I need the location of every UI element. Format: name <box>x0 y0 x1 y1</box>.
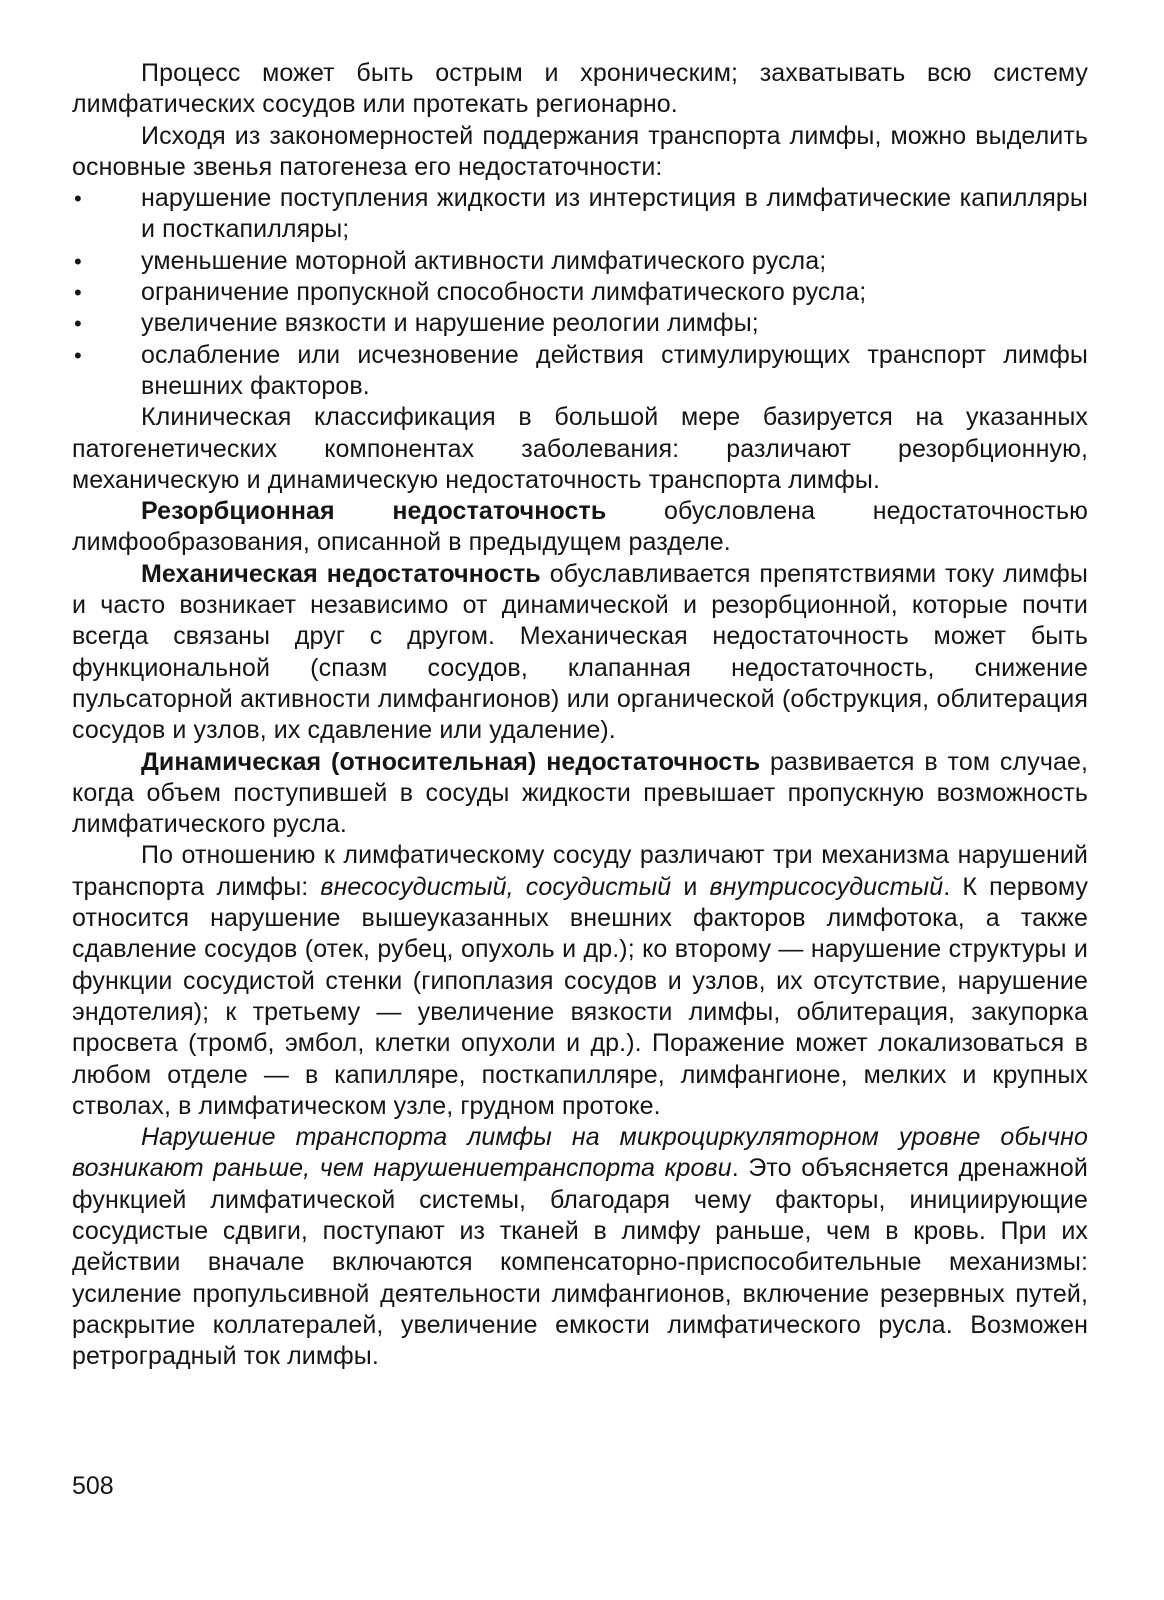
bullet-icon: • <box>74 280 82 306</box>
paragraph-dynamic <box>72 747 1088 841</box>
list-item-text: уменьшение моторной активности лимфатического русла; <box>141 246 827 275</box>
page-number: 508 <box>72 1472 114 1500</box>
list-item <box>72 277 1088 308</box>
pathogenesis-list <box>72 183 1088 402</box>
paragraph: Клиническая классификация в большой мере базируется на указанных патогенетических компонентах заболевания: различают резорбционную, механическую и динамическую недостаточность транспорта лимфы. <box>72 403 1088 494</box>
paragraph: Исходя из закономерностей поддержания транспорта лимфы, можно выделить основные звенья патогенеза его недостаточности: <box>72 121 1088 181</box>
paragraph-text: обусловлена недостаточностью лимфообразования, описанной в предыдущем разделе. <box>72 497 1088 557</box>
paragraph-text: обуславливается препятствиями току лимфы и часто возникает независимо от динамической и резорбционной, которые почти всегда связаны друг с другом. Механическая недостаточность может быть функциональной (спазм сосудов, клапанная недостаточность, снижение пульсаторной активности лимфангионов) или органической (обструкция, облитерация сосудов и узлов, их сдавление или удаление). <box>72 559 1088 745</box>
paragraph-text: развивается в том случае, когда объем поступившей в сосуды жидкости превышает пропускную возможность лимфатического русла. <box>72 747 1088 839</box>
italic-term: внутрисосудистый <box>709 872 944 901</box>
paragraph-mechanical <box>72 559 1088 747</box>
italic-statement: Нарушение транспорта лимфы на микроциркуляторном уровне обычно возникают раньше, чем нарушениетранспорта крови <box>72 1123 1088 1183</box>
paragraph-text: . К первому относится нарушение вышеуказанных внешних факторов лимфотока, а также сдавление сосудов (отек, рубец, опухоль и др.); ко второму — нарушение структуры и функции сосудистой стенки (гипоплазия сосудов и узлов, их отсутствие, нарушение эндотелия); к третьему — увеличение вязкости лимфы, облитерация, закупорка просвета (тромб, эмбол, клетки опухоли и др.). Поражение может локализоваться в любом отделе — в капилляре, посткапилляре, лимфангионе, мелких и крупных стволах, в лимфатическом узле, грудном протоке. <box>72 872 1088 1120</box>
page-body <box>72 58 1088 1372</box>
paragraph-microcirculation <box>72 1122 1088 1372</box>
paragraph-text: По отношению к лимфатическому сосуду различают три механизма нарушений транспорта лимфы: <box>72 841 1088 901</box>
paragraph-resorption <box>72 496 1088 559</box>
list-item-text: нарушение поступления жидкости из интерстиция в лимфатические капилляры и посткапилляры; <box>141 184 1088 244</box>
paragraph-mechanisms <box>72 840 1088 1122</box>
list-item-text: увеличение вязкости и нарушение реологии лимфы; <box>141 309 759 338</box>
list-item <box>72 246 1088 277</box>
paragraph-text: и <box>671 872 710 901</box>
italic-term: внесосудистый, сосудистый <box>320 872 672 901</box>
term-dynamic: Динамическая (относительная) недостаточность <box>141 747 761 776</box>
list-item <box>72 308 1088 339</box>
list-item <box>72 183 1088 246</box>
bullet-icon: • <box>74 342 82 368</box>
term-mechanical: Механическая недостаточность <box>141 559 541 588</box>
list-item-text: ослабление или исчезновение действия стимулирующих транспорт лимфы внешних факторов. <box>141 340 1088 400</box>
paragraph: Процесс может быть острым и хроническим; захватывать всю систему лимфатических сосудов или протекать регионарно. <box>72 59 1088 119</box>
paragraph-text: . Это объясняется дренажной функцией лимфатической системы, благодаря чему факторы, инициирующие сосудистые сдвиги, поступают из тканей в лимфу раньше, чем в кровь. При их действии вначале включаются компенсаторно-приспособительные механизмы: усиление пропульсивной деятельности лимфангионов, включение резервных путей, раскрытие коллатералей, увеличение емкости лимфатического русла. Возможен ретроградный ток лимфы. <box>72 1154 1088 1371</box>
list-item-text: ограничение пропускной способности лимфатического русла; <box>141 278 867 307</box>
list-item <box>72 340 1088 403</box>
bullet-icon: • <box>74 311 82 337</box>
bullet-icon: • <box>74 186 82 212</box>
bullet-icon: • <box>74 248 82 274</box>
term-resorption: Резорбционная недостаточность <box>141 497 607 526</box>
